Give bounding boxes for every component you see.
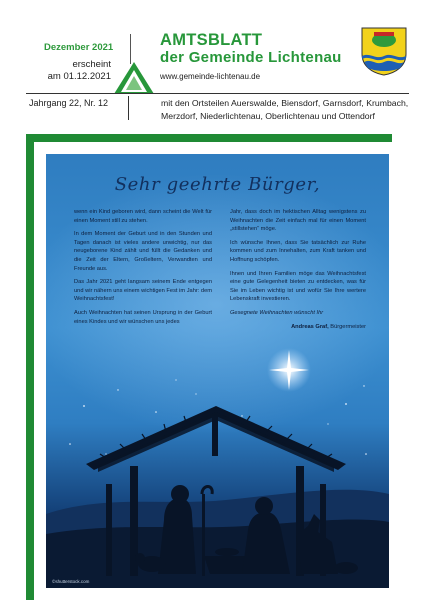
- image-credit: ©shutterstock.com: [52, 579, 90, 584]
- erscheint-date: am 01.12.2021: [47, 71, 111, 82]
- letter-signature: [230, 323, 366, 332]
- letter-paragraph: Auch Weihnachten hat seinen Ursprung in der Geburt eines Kindes und wir wünschen uns jedes: [74, 309, 212, 325]
- letter-paragraph: Das Jahr 2021 geht langsam seinem Ende entgegen und wir nähern uns einem wichtigen Fest im Jahr: dem Weihnachtsfest!: [74, 279, 212, 303]
- letter-paragraph: In dem Moment der Geburt und in den Stunden und Tagen danach ist vieles andere unwichtig, nur das neugeborene Kind zählt und füllt die Gedanken und die Zeit der Eltern, Großeltern, Verwandten und Freunde aus.: [74, 231, 212, 272]
- signer-name: Andreas Graf,: [291, 323, 329, 330]
- coat-of-arms-icon: [360, 26, 408, 76]
- green-frame-top: [26, 134, 392, 142]
- triangle-logo-icon: [112, 60, 156, 96]
- letter-paragraph: wenn ein Kind geboren wird, dann scheint die Welt für einen Moment still zu stehen.: [74, 209, 212, 224]
- publication-date: [48, 59, 111, 83]
- signer-title: Bürgermeister: [330, 323, 366, 330]
- website-link[interactable]: www.gemeinde-lichtenau.de: [160, 72, 261, 81]
- letter-column-right: [230, 208, 366, 336]
- issue-volume: Jahrgang 22, Nr. 12: [29, 98, 109, 108]
- districts-list: mit den Ortsteilen Auerswalde, Biensdorf, Garnsdorf, Krumbach, Merzdorf, Niederlichtenau, Oberlichtenau und Ottendorf: [161, 98, 409, 121]
- letter-paragraph: Ihnen und Ihren Familien möge das Weihnachtsfest eine gute Gelegenheit bieten zu entdecken, was für Sie im Leben wichtig ist und wofür Sie Ihre wertere Lebenskraft investieren.: [230, 270, 366, 303]
- green-frame-left: [26, 134, 34, 600]
- newsletter-title: AMTSBLATT: [160, 31, 263, 49]
- letter-paragraph: Ich wünsche Ihnen, dass Sie tatsächlich zur Ruhe kommen und zum Innehalten, zum Kraft tanken und Hoffnung schöpfen.: [230, 239, 366, 263]
- letter-column-left: [74, 208, 212, 331]
- issue-date: Dezember 2021: [44, 42, 114, 53]
- municipality-name: der Gemeinde Lichtenau: [160, 49, 342, 66]
- christmas-poster: [46, 154, 389, 588]
- subheader-divider: [128, 96, 129, 120]
- erscheint-label: erscheint: [72, 59, 111, 70]
- header-rule: [26, 93, 409, 94]
- letter-paragraph: Jahr, dass doch im hektischen Alltag wenigstens zu Weihnachten die Zeit einfach mal für einen Moment „stillstehen“ möge.: [230, 209, 366, 233]
- letter-closing: Gesegnete Weihnachten wünscht Ihr: [230, 309, 324, 316]
- letter-greeting: Sehr geehrte Bürger,: [114, 174, 321, 195]
